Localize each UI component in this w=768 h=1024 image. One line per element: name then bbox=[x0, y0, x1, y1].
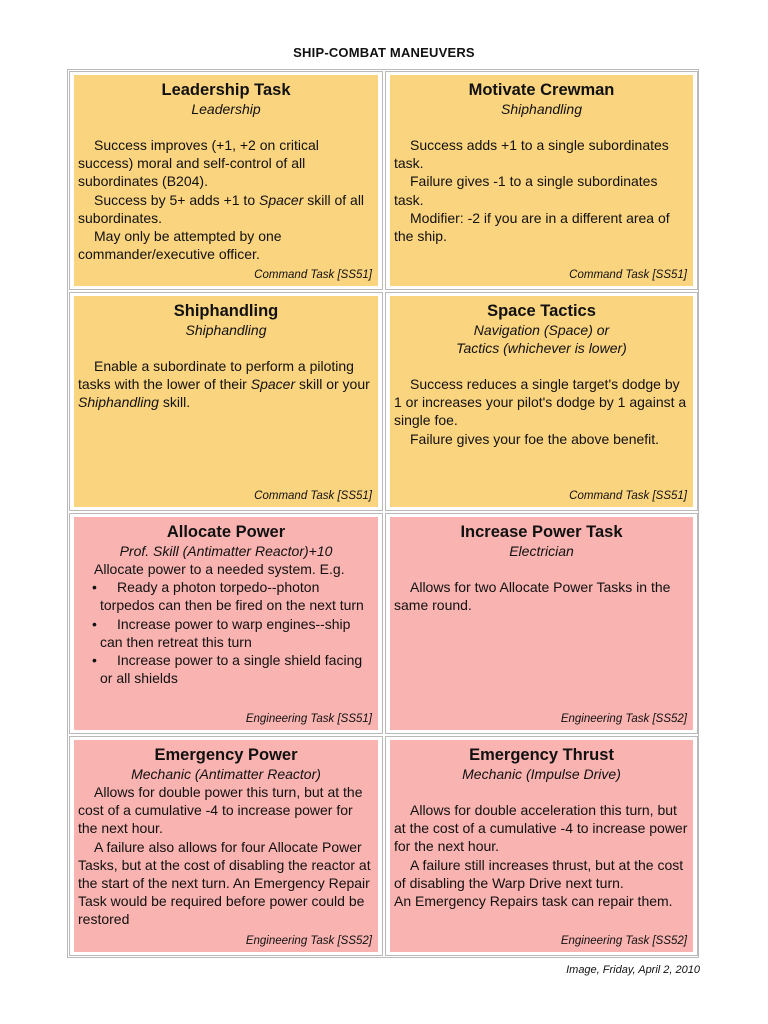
card-frame bbox=[69, 292, 383, 511]
card-emergency-thrust bbox=[390, 740, 693, 952]
text-run: Success by 5+ adds +1 to bbox=[94, 191, 259, 208]
card-frame bbox=[385, 736, 698, 956]
card-footer: Engineering Task [SS52] bbox=[560, 935, 687, 947]
card-subtitle: Shiphandling bbox=[185, 322, 267, 338]
card-paragraph: Failure gives -1 to a single subordinates task. bbox=[394, 173, 658, 208]
card-title: Motivate Crewman bbox=[468, 81, 615, 99]
list-item-label: Increase power to a single shield facing or all shields bbox=[100, 652, 363, 687]
card-title: Shiphandling bbox=[173, 302, 279, 320]
card-leadership-task bbox=[74, 75, 378, 286]
card-subtitle: Mechanic (Impulse Drive) bbox=[462, 766, 621, 782]
list-item bbox=[78, 651, 374, 687]
card-title: Allocate Power bbox=[166, 523, 286, 541]
card-subtitle-line2: Tactics (whichever is lower) bbox=[456, 340, 627, 356]
card-paragraph: Modifier: -2 if you are in a different area of the ship. bbox=[394, 209, 670, 245]
card-body bbox=[394, 118, 689, 245]
card-frame bbox=[385, 292, 698, 511]
list-item-text bbox=[78, 651, 374, 687]
text-run: skill or your bbox=[295, 376, 370, 393]
page-title: SHIP-COMBAT MANEUVERS bbox=[293, 45, 475, 60]
card-body bbox=[78, 118, 374, 263]
card-frame bbox=[69, 736, 383, 956]
card-paragraph: An Emergency Repairs task can repair them. bbox=[394, 893, 673, 910]
card-subtitle: Electrician bbox=[509, 543, 574, 559]
card-paragraph: Success improves (+1, +2 on critical success) moral and self-control of all subordinates (B204). bbox=[78, 137, 319, 190]
footer-note: Image, Friday, April 2, 2010 bbox=[566, 964, 700, 976]
card-body bbox=[78, 783, 374, 929]
card-footer: Command Task [SS51] bbox=[254, 490, 372, 502]
list-item-label: Increase power to warp engines--ship can then retreat this turn bbox=[100, 615, 351, 650]
card-subtitle: Shiphandling bbox=[501, 101, 582, 117]
card-frame bbox=[69, 71, 383, 290]
card-increase-power-task bbox=[390, 517, 693, 730]
text-run: skill. bbox=[158, 394, 191, 411]
card-paragraph: A failure still increases thrust, but at the cost of disabling the Warp Drive next turn. bbox=[394, 856, 684, 891]
card-footer: Command Task [SS51] bbox=[569, 269, 687, 281]
bullet-icon: • bbox=[92, 615, 97, 632]
card-title: Increase Power Task bbox=[460, 523, 623, 541]
list-item-label: Ready a photon torpedo--photon torpedos can then be fired on the next turn bbox=[100, 579, 364, 614]
card-footer: Engineering Task [SS52] bbox=[560, 713, 687, 725]
card-title: Leadership Task bbox=[161, 81, 291, 99]
card-footer: Engineering Task [SS52] bbox=[245, 935, 372, 947]
text-run: skill of all subordinates. bbox=[78, 191, 365, 226]
card-shiphandling bbox=[74, 296, 378, 507]
card-emergency-power bbox=[74, 740, 378, 952]
card-subtitle: Navigation (Space) or bbox=[473, 322, 610, 338]
card-paragraph: Success reduces a single target's dodge by 1 or increases your pilot's dodge by 1 against a single foe. bbox=[394, 376, 687, 429]
maneuvers-table bbox=[67, 69, 699, 958]
list-item-text bbox=[78, 578, 374, 614]
card-motivate-crewman bbox=[390, 75, 693, 286]
card-space-tactics bbox=[390, 296, 693, 507]
card-paragraph: A failure also allows for four Allocate Power Tasks, but at the cost of disabling the reactor at the start of the next turn. An Emergency Repair Task would be required before power could be restored bbox=[78, 838, 371, 928]
card-paragraph: May only be attempted by one commander/executive officer. bbox=[78, 228, 282, 263]
card-paragraph bbox=[78, 191, 374, 227]
card-body bbox=[394, 560, 689, 614]
skill-name: Spacer bbox=[259, 191, 304, 208]
card-footer: Engineering Task [SS51] bbox=[245, 713, 372, 725]
card-footer: Command Task [SS51] bbox=[254, 269, 372, 281]
card-allocate-power bbox=[74, 517, 378, 730]
card-body bbox=[394, 783, 689, 910]
list-item bbox=[78, 578, 374, 614]
card-title: Space Tactics bbox=[487, 302, 596, 320]
bullet-icon: • bbox=[92, 652, 97, 669]
card-frame bbox=[385, 71, 698, 290]
card-frame bbox=[69, 513, 383, 734]
card-paragraph: Failure gives your foe the above benefit. bbox=[410, 430, 660, 447]
card-body bbox=[394, 357, 689, 448]
list-item-text bbox=[78, 615, 374, 651]
bullet-list bbox=[78, 578, 374, 687]
card-body bbox=[78, 560, 374, 687]
card-paragraph: Allows for double acceleration this turn, but at the cost of a cumulative -4 to increase power for the next hour. bbox=[394, 802, 688, 855]
skill-name: Shiphandling bbox=[78, 394, 159, 411]
card-title: Emergency Thrust bbox=[469, 746, 614, 764]
card-subtitle: Mechanic (Antimatter Reactor) bbox=[131, 766, 321, 782]
card-paragraph: Allows for two Allocate Power Tasks in the same round. bbox=[394, 579, 671, 614]
card-subtitle: Leadership bbox=[191, 101, 261, 117]
card-footer: Command Task [SS51] bbox=[569, 490, 687, 502]
card-paragraph bbox=[78, 357, 374, 412]
card-frame bbox=[385, 513, 698, 734]
skill-name: Spacer bbox=[250, 376, 296, 393]
card-paragraph: Allocate power to a needed system. E.g. bbox=[94, 561, 345, 577]
card-paragraph: Success adds +1 to a single subordinates task. bbox=[394, 137, 669, 172]
card-title: Emergency Power bbox=[154, 746, 298, 764]
card-subtitle: Prof. Skill (Antimatter Reactor)+10 bbox=[119, 543, 333, 559]
card-paragraph: Allows for double power this turn, but at the cost of a cumulative -4 to increase power for the next hour. bbox=[78, 784, 363, 837]
list-item bbox=[78, 615, 374, 651]
text-run: Enable a subordinate to perform a piloting tasks with the lower of their bbox=[78, 358, 354, 393]
bullet-icon: • bbox=[92, 579, 97, 596]
card-body bbox=[78, 339, 374, 412]
